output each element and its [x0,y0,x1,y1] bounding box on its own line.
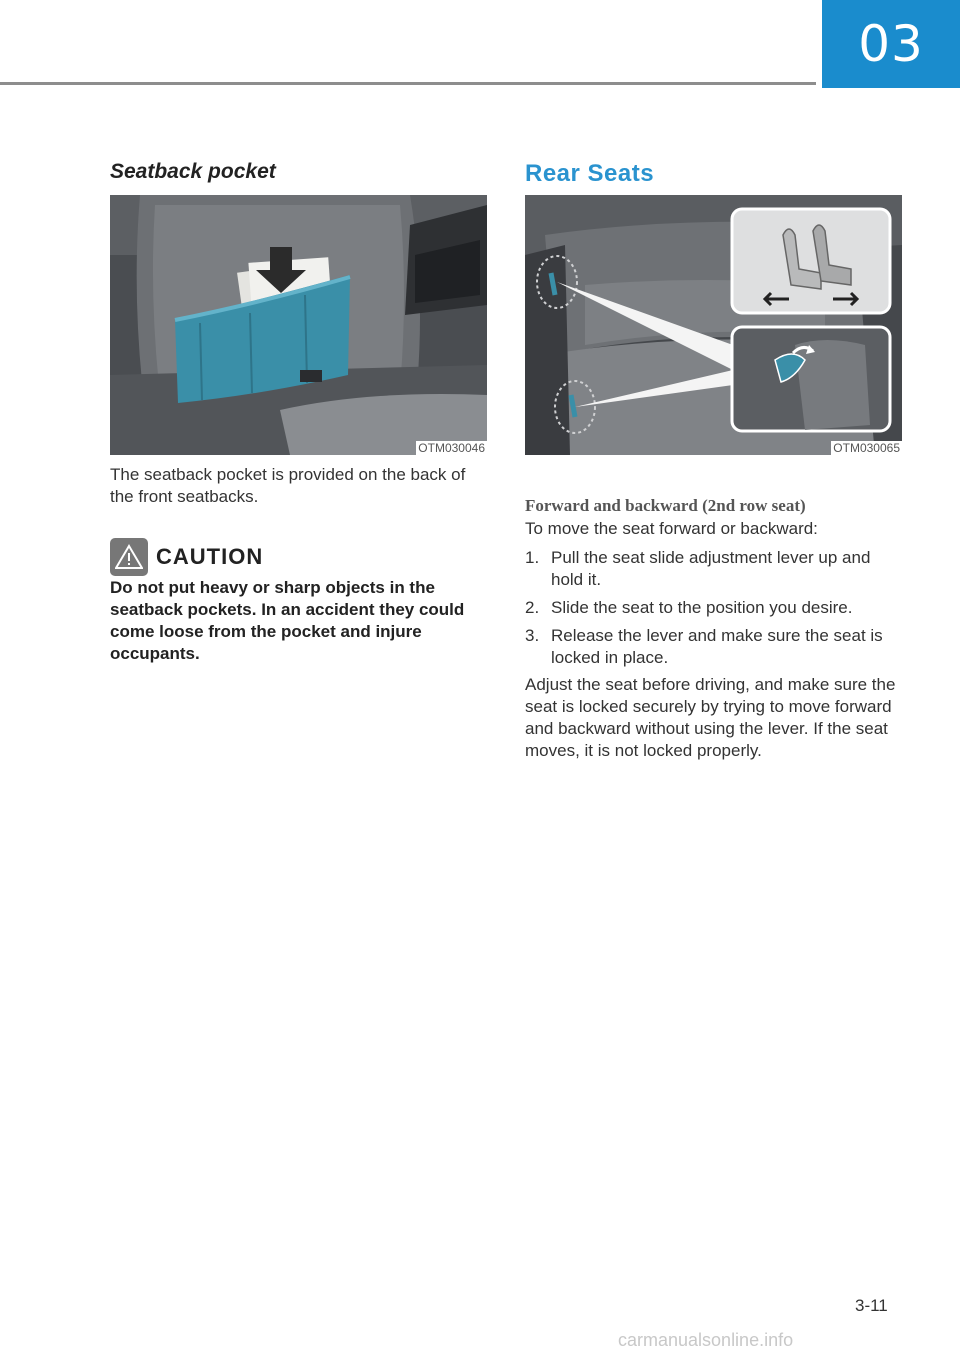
seatback-pocket-description: The seatback pocket is provided on the back of the front seatbacks. [110,465,466,506]
rear-seats-heading: Rear Seats [525,160,655,187]
step-number: 2. [525,598,540,617]
caution-label: CAUTION [156,544,264,569]
list-item [525,597,903,619]
chapter-tab: 03 [822,0,960,88]
page-number: 3-11 [855,1296,888,1315]
forward-backward-heading: Forward and backward (2nd row seat) [525,496,806,515]
step-text: Pull the seat slide adjustment lever up and hold it. [551,548,871,589]
step-number: 1. [525,548,540,567]
instructions-intro: To move the seat forward or backward: [525,519,818,538]
warning-icon [110,538,148,576]
caution-text: Do not put heavy or sharp objects in the seatback pockets. In an accident they could come loose from the pocket and injure occupants. [110,578,465,663]
list-item [525,625,903,669]
seatback-pocket-illustration [110,195,487,455]
rear-seat-slide-illustration [525,195,902,455]
header-rule [0,82,816,85]
figure-code: OTM030046 [418,441,485,455]
rear-seats-figure [525,195,902,455]
adjustment-note: Adjust the seat before driving, and make sure the seat is locked securely by trying to move forward and backward without using the lever. If the seat moves, it is not locked properly. [525,675,896,760]
caution-header [110,538,263,576]
step-number: 3. [525,626,540,645]
step-text: Slide the seat to the position you desire. [551,598,853,617]
steps-list [525,547,903,675]
figure-code: OTM030065 [833,441,900,455]
step-text: Release the lever and make sure the seat is locked in place. [551,626,883,667]
seatback-pocket-heading: Seatback pocket [110,160,276,183]
seatback-pocket-figure [110,195,487,455]
list-item [525,547,903,591]
watermark: carmanualsonline.info [618,1330,794,1350]
